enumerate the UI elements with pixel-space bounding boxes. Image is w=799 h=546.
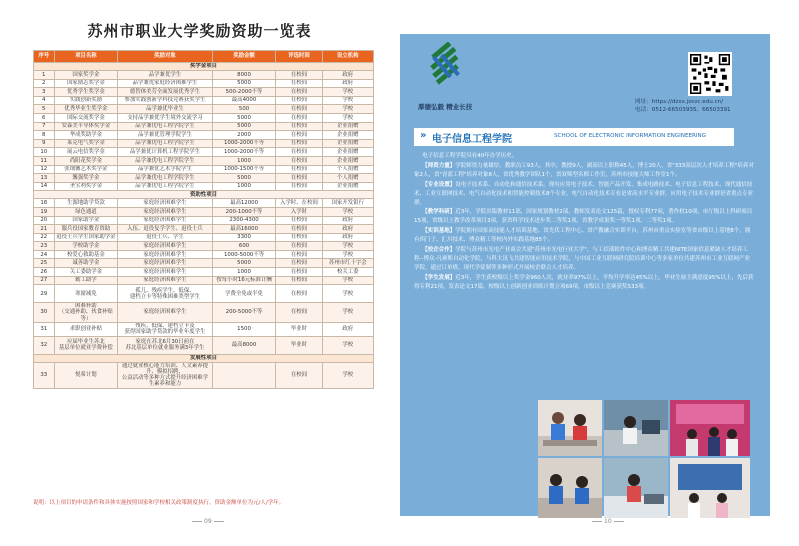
- table-cell: 品学兼优电工程学院学生: [118, 182, 213, 191]
- table-cell: 200-5000不等: [212, 303, 276, 323]
- table-cell: 1000-2000不等: [212, 139, 276, 148]
- table-cell: 退役士兵学生国家助学金: [54, 233, 118, 242]
- table-cell: 品学兼优家庭经济困难学生: [118, 79, 213, 88]
- footnote: 说明：以上项目的申请条件和具体实施按照国家和学校相关政策制度执行，资助金额单位为元/人/学年。: [33, 500, 285, 506]
- table-cell: 3: [34, 88, 55, 97]
- phone-text: 电话：0512-66503935、66503391: [635, 107, 731, 114]
- table-cell: 勤工助学: [54, 276, 118, 285]
- website-text: 网址：https://dzxx.jssvc.edu.cn/: [635, 99, 724, 105]
- table-cell: 在校间: [276, 174, 322, 183]
- table-cell: 国家励志奖学金: [54, 79, 118, 88]
- table-cell: 500-2000不等: [212, 88, 276, 97]
- table-cell: 5000: [212, 259, 276, 268]
- table-cell: 学校: [322, 113, 373, 122]
- table-cell: 政府: [322, 322, 373, 336]
- table-cell: 5000: [212, 174, 276, 183]
- table-row: [34, 362, 374, 388]
- table-cell: 家庭经济困难学生: [118, 250, 213, 259]
- table-row: [34, 122, 374, 131]
- table-cell: 按每小时16元标准计酬: [212, 276, 276, 285]
- table-row: [34, 131, 374, 140]
- description-paragraph: [414, 181, 754, 208]
- table-cell: 毕业时: [276, 336, 322, 354]
- table-cell: 500: [212, 105, 276, 114]
- table-row: [34, 322, 374, 336]
- description-paragraph: [414, 246, 754, 273]
- table-cell: 残疾、低保、建档立卡及 获得国家助学贷款的毕业年度学生: [118, 322, 213, 336]
- table-cell: 应届毕业生苏北 基层单位就业学费补偿: [54, 336, 118, 354]
- photo-lab-students: [538, 400, 602, 456]
- school-description: [414, 152, 754, 293]
- table-cell: 实践创新奖励: [54, 96, 118, 105]
- photo-students-work: [604, 458, 668, 518]
- section-label: 奖学金项目: [34, 63, 374, 71]
- page-title: 苏州市职业大学奖励资助一览表: [87, 22, 312, 40]
- table-cell: 学校: [322, 242, 373, 251]
- table-section-row: [34, 191, 374, 199]
- table-cell: 在校间: [276, 88, 322, 97]
- table-cell: 安森美半导体奖学金: [54, 122, 118, 131]
- paragraph-text: 学院师资力量雄厚，教职员工93人。其中，教授9人，副高以上职称45人，博士20人，省"333高层次人才培养工程"培养对象2人，省"青蓝工程"培养对象8人，省优秀教学团队1个，省双师型名师工作室，苏州市技能大师工作室1个。: [414, 162, 754, 178]
- table-cell: 8000: [212, 71, 276, 80]
- table-cell: 支持品学兼优学生境外交流学习: [118, 113, 213, 122]
- table-row: [34, 199, 374, 208]
- table-cell: 13: [34, 174, 55, 183]
- table-header-row: [34, 51, 374, 63]
- header-cell: 奖励金额: [212, 51, 276, 63]
- table-cell: 在校间: [276, 139, 322, 148]
- table-cell: 圣宝利奖学金: [54, 182, 118, 191]
- table-cell: 在校间: [276, 216, 322, 225]
- table-cell: 家庭经济困难学生: [118, 242, 213, 251]
- photo-group-blue: [538, 458, 602, 518]
- table-cell: 在校间: [276, 285, 322, 303]
- table-cell: 求职创业补贴: [54, 322, 118, 336]
- table-cell: 1000: [212, 156, 276, 165]
- table-cell: 600: [212, 242, 276, 251]
- table-cell: 在校间: [276, 182, 322, 191]
- table-cell: 在校间: [276, 105, 322, 114]
- table-cell: 5000: [212, 113, 276, 122]
- awards-table: [33, 50, 374, 389]
- qr-code-icon: [688, 52, 732, 96]
- table-cell: 悦希计划: [54, 362, 118, 388]
- table-cell: 入学时、在校间: [276, 199, 322, 208]
- table-cell: 学校: [322, 285, 373, 303]
- table-cell: 7: [34, 122, 55, 131]
- table-cell: 品学兼优学生: [118, 71, 213, 80]
- table-row: [34, 250, 374, 259]
- table-cell: 30: [34, 303, 55, 323]
- table-cell: 品学兼优管理学院学生: [118, 131, 213, 140]
- table-cell: 退役士兵、学生: [118, 233, 213, 242]
- table-cell: 家庭经济困难学生: [118, 216, 213, 225]
- table-cell: 学校: [322, 250, 373, 259]
- table-cell: 校爱心救助基金: [54, 250, 118, 259]
- table-cell: 诚善助学金: [54, 259, 118, 268]
- header-cell: 奖励对象: [118, 51, 213, 63]
- table-cell: 国家助学金: [54, 216, 118, 225]
- paragraph-text: 近3年，学生获校级以上奖学金960人次，就业率97%以上，平均升学率达45%以上，毕业生雇主满意度95%以上，先后获得专利21项，发表论文17篇，校级以上创新创业训练计划立项69项，市级以上竞赛获奖533项。: [414, 274, 754, 290]
- table-cell: 1000-2000不等: [212, 148, 276, 157]
- table-cell: 政府: [322, 233, 373, 242]
- table-cell: 200-1000不等: [212, 207, 276, 216]
- table-cell: 企业捐赠: [322, 122, 373, 131]
- table-row: [34, 216, 374, 225]
- table-cell: 苏州市红十字会: [322, 259, 373, 268]
- table-cell: 企业捐赠: [322, 131, 373, 140]
- table-cell: 4: [34, 96, 55, 105]
- table-cell: 在校间: [276, 79, 322, 88]
- table-cell: 在校间: [276, 131, 322, 140]
- table-cell: 5: [34, 105, 55, 114]
- table-cell: 5000: [212, 122, 276, 131]
- photo-event-stage: [670, 400, 750, 456]
- table-row: [34, 113, 374, 122]
- table-cell: 寒窗减免: [54, 285, 118, 303]
- table-cell: 2000: [212, 131, 276, 140]
- table-cell: 在校间: [276, 362, 322, 388]
- page-number: 09: [190, 518, 226, 525]
- table-cell: 33: [34, 362, 55, 388]
- table-cell: 最高12000: [212, 199, 276, 208]
- table-cell: 家庭经济困难学生: [118, 259, 213, 268]
- table-cell: 个人捐赠: [322, 174, 373, 183]
- school-motto: 厚德弘毅 精业长技: [418, 103, 473, 111]
- table-cell: 政府: [322, 71, 373, 80]
- table-cell: 学校: [322, 276, 373, 285]
- right-page: [400, 0, 799, 546]
- table-cell: 在校间: [276, 303, 322, 323]
- table-cell: 22: [34, 233, 55, 242]
- table-cell: 家庭经济困难学生: [118, 303, 213, 323]
- table-cell: 在校间: [276, 71, 322, 80]
- table-cell: 国家奖学金: [54, 71, 118, 80]
- table-cell: 学校: [322, 303, 373, 323]
- table-cell: 1: [34, 71, 55, 80]
- table-cell: 入伍、退役复学学生、退役士兵: [118, 225, 213, 234]
- table-row: [34, 336, 374, 354]
- paragraph-text: 近3年，学院出版教材11部，国家规划教材2部，教师发表论文125篇，授权专利77项，著作权10项，市厅级以上科研项目15项，省级以上教学改革项目3项，获省科学技术进步奖二等奖1项，省教学成果奖一等奖1项、二等奖1项。: [414, 209, 753, 225]
- table-cell: 家庭经济困难学生: [118, 207, 213, 216]
- table-cell: 1000-5000不等: [212, 250, 276, 259]
- header-cell: 设立机构: [322, 51, 373, 63]
- header-cell: 评选时间: [276, 51, 322, 63]
- table-cell: [212, 362, 276, 388]
- table-cell: 12: [34, 165, 55, 174]
- paragraph-lead: 【师资力量】: [422, 162, 456, 169]
- table-cell: 最高8000: [212, 336, 276, 354]
- table-cell: 27: [34, 276, 55, 285]
- paragraph-lead: 【专业设置】: [422, 181, 456, 188]
- table-cell: 24: [34, 250, 55, 259]
- table-cell: 尚阳花奖学金: [54, 156, 118, 165]
- table-cell: 6: [34, 113, 55, 122]
- table-section-row: [34, 354, 374, 362]
- table-cell: 学校: [322, 207, 373, 216]
- table-cell: 在校间: [276, 276, 322, 285]
- table-cell: 品学兼优艺术学院学生: [118, 165, 213, 174]
- left-page: [0, 0, 399, 546]
- table-row: [34, 148, 374, 157]
- table-cell: 莱克电气奖学金: [54, 139, 118, 148]
- table-cell: 政府: [322, 225, 373, 234]
- table-cell: 家庭经济困难学生: [118, 199, 213, 208]
- table-cell: 学校: [322, 362, 373, 388]
- table-cell: 在校间: [276, 156, 322, 165]
- paragraph-text: 学院拥有国家高技能人才培训基地、省光伏工程中心、省产教融合实训平台，苏州市重点实验室等省市级以上基地8个，拥有西门子、汇川技术、博众精工等校内外实践基地85个。: [414, 228, 751, 244]
- table-cell: 张细馨艺术奖学金: [54, 165, 118, 174]
- table-cell: 政府: [322, 79, 373, 88]
- table-cell: 生源地助学贷款: [54, 199, 118, 208]
- school-name-en: SCHOOL OF ELECTRONIC INFORMATION ENGINEERING: [554, 133, 707, 139]
- page-number: 10: [590, 518, 626, 525]
- description-paragraph: [414, 208, 754, 226]
- table-cell: 29: [34, 285, 55, 303]
- table-row: [34, 71, 374, 80]
- photo-workshop: [604, 400, 668, 456]
- table-cell: 品学兼优电工程学院学生: [118, 156, 213, 165]
- table-row: [34, 105, 374, 114]
- table-cell: 学校助学金: [54, 242, 118, 251]
- table-cell: 品学兼优电工程学院学生: [118, 139, 213, 148]
- table-cell: 1500: [212, 322, 276, 336]
- table-cell: 32: [34, 336, 55, 354]
- table-cell: 企业捐赠: [322, 148, 373, 157]
- description-paragraph: [414, 274, 754, 292]
- paragraph-text: 学院与苏州市光电产业商会共建"苏州市光电行业大学"，与工信部软件中心和博众精工共建NITE国家信息紧缺人才培养工程--博众-凡赛斯自动化学院，与科大讯飞共建智能应用技术学院，与中国工业互联网研究院培训中心等多家单位共建苏州市工业互联网产业学院，通过订单班、现代学徒制等多种形式开展校企联合人才培养。: [414, 247, 750, 271]
- table-cell: 家庭经济困难学生: [118, 276, 213, 285]
- table-row: [34, 276, 374, 285]
- table-cell: 馨强奖学金: [54, 174, 118, 183]
- table-row: [34, 268, 374, 277]
- table-cell: 企业捐赠: [322, 182, 373, 191]
- table-cell: 8: [34, 131, 55, 140]
- table-cell: 19: [34, 207, 55, 216]
- table-cell: 家庭在苏北6月30日前在 苏北基层单位就业服务满3年学生: [118, 336, 213, 354]
- table-cell: 2300-4300: [212, 216, 276, 225]
- table-row: [34, 79, 374, 88]
- table-cell: 9: [34, 139, 55, 148]
- description-paragraph: [414, 227, 754, 245]
- chevron-right-icon: »: [420, 130, 427, 141]
- table-cell: 企业捐赠: [322, 156, 373, 165]
- table-row: [34, 225, 374, 234]
- table-row: [34, 259, 374, 268]
- table-cell: 在校间: [276, 96, 322, 105]
- section-label: 资助性项目: [34, 191, 374, 199]
- table-row: [34, 233, 374, 242]
- header-cell: 序号: [34, 51, 55, 63]
- paragraph-lead: 【实训基地】: [422, 228, 456, 235]
- description-paragraph: [414, 162, 754, 180]
- table-cell: 华成奖助学金: [54, 131, 118, 140]
- table-cell: 困难补助 （交通补助、伙食补贴等）: [54, 303, 118, 323]
- table-cell: 德智体美劳全面发展优秀学生: [118, 88, 213, 97]
- table-row: [34, 242, 374, 251]
- table-cell: 学校: [322, 96, 373, 105]
- table-cell: 在校间: [276, 148, 322, 157]
- table-cell: 学校: [322, 88, 373, 97]
- table-cell: 孤儿、残疾学生、低保、 建档立卡等特殊困难类型学生: [118, 285, 213, 303]
- table-cell: 2: [34, 79, 55, 88]
- table-cell: 关工委助学金: [54, 268, 118, 277]
- table-cell: 家庭经济困难学生: [118, 268, 213, 277]
- table-cell: 1000: [212, 268, 276, 277]
- paragraph-text: 电子信息工程学院具有40年办学历史。: [422, 153, 518, 159]
- table-cell: 品学兼优电工程学院学生: [118, 174, 213, 183]
- table-cell: 优秀学生奖学金: [54, 88, 118, 97]
- table-cell: 优秀毕业生奖学金: [54, 105, 118, 114]
- table-cell: 1000-1500不等: [212, 165, 276, 174]
- table-cell: 服兵役国家教育资助: [54, 225, 118, 234]
- description-paragraph: [414, 152, 754, 161]
- school-heading: [414, 128, 734, 146]
- table-cell: 在校间: [276, 122, 322, 131]
- table-cell: 学费全免或半免: [212, 285, 276, 303]
- table-cell: 最高4000: [212, 96, 276, 105]
- table-cell: 20: [34, 216, 55, 225]
- school-panel: [400, 34, 770, 516]
- table-cell: 在校间: [276, 165, 322, 174]
- table-row: [34, 285, 374, 303]
- table-row: [34, 182, 374, 191]
- table-cell: 品学兼优电工程学院学生: [118, 122, 213, 131]
- table-cell: 品学兼优计算机工程学院学生: [118, 148, 213, 157]
- table-row: [34, 303, 374, 323]
- table-cell: 23: [34, 242, 55, 251]
- table-cell: 21: [34, 225, 55, 234]
- table-cell: 参加实践创新学科技竞赛获奖学生: [118, 96, 213, 105]
- table-cell: 国际交流奖学金: [54, 113, 118, 122]
- table-row: [34, 139, 374, 148]
- table-cell: 在校间: [276, 250, 322, 259]
- table-cell: 1000: [212, 182, 276, 191]
- table-cell: 品学兼优毕业生: [118, 105, 213, 114]
- table-cell: 在校间: [276, 113, 322, 122]
- table-cell: 绿色通道: [54, 207, 118, 216]
- table-cell: 在校间: [276, 233, 322, 242]
- table-cell: 学校: [322, 336, 373, 354]
- table-cell: 11: [34, 156, 55, 165]
- section-label: 发展性项目: [34, 354, 374, 362]
- paragraph-text: 设电子技术系、自动化和通信技术系。现有应用电子技术、智能产品开发、集成电路技术、电子信息工程技术、现代通信技术、工业互联网技术、电气自动化技术和智能控制技术8个专业。电气自动化技术专业是省高水平专业群，应用电子技术专业群是省重点专业群。: [414, 181, 754, 206]
- table-cell: 25: [34, 259, 55, 268]
- table-cell: 政府: [322, 216, 373, 225]
- table-section-row: [34, 63, 374, 71]
- table-cell: 在校间: [276, 259, 322, 268]
- table-cell: 展云电信奖学金: [54, 148, 118, 157]
- table-cell: 10: [34, 148, 55, 157]
- table-cell: 5000: [212, 79, 276, 88]
- table-row: [34, 88, 374, 97]
- paragraph-lead: 【校企合作】: [422, 247, 456, 254]
- table-cell: 企业捐赠: [322, 139, 373, 148]
- paragraph-lead: 【教学科研】: [422, 209, 456, 216]
- table-cell: 3300: [212, 233, 276, 242]
- table-row: [34, 165, 374, 174]
- table-row: [34, 174, 374, 183]
- table-cell: 18: [34, 199, 55, 208]
- table-cell: 学校: [322, 105, 373, 114]
- school-logo-icon: [420, 42, 470, 92]
- table-cell: 入学时: [276, 207, 322, 216]
- table-cell: 在校间: [276, 242, 322, 251]
- table-cell: 最高16000: [212, 225, 276, 234]
- table-cell: 国家开发银行: [322, 199, 373, 208]
- paragraph-lead: 【学生发展】: [422, 274, 456, 281]
- school-name-cn: 电子信息工程学院: [432, 134, 512, 145]
- contact-info: [635, 98, 731, 115]
- table-cell: 通过就业核心能力培训、人文素养提升、模拟招聘、 公益活动等多种方式提升经济困难学生素养和能力: [118, 362, 213, 388]
- table-row: [34, 96, 374, 105]
- table-row: [34, 156, 374, 165]
- table-cell: 14: [34, 182, 55, 191]
- table-cell: 在校间: [276, 268, 322, 277]
- header-cell: 项目名称: [54, 51, 118, 63]
- table-cell: 毕业时: [276, 322, 322, 336]
- table-cell: 校关工委: [322, 268, 373, 277]
- table-cell: 个人捐赠: [322, 165, 373, 174]
- table-cell: 31: [34, 322, 55, 336]
- table-cell: 在校间: [276, 225, 322, 234]
- photo-presentation: [670, 458, 750, 518]
- table-row: [34, 207, 374, 216]
- table-cell: 26: [34, 268, 55, 277]
